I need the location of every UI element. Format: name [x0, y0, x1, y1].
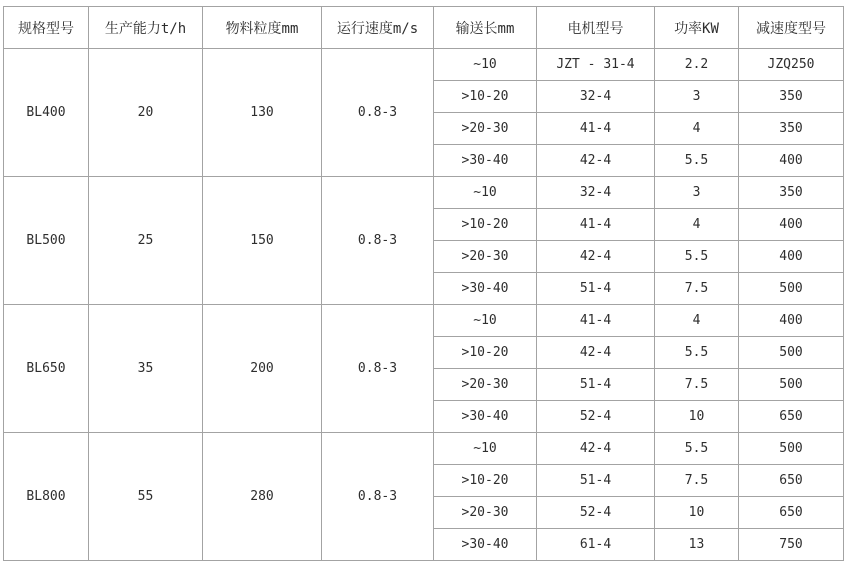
cell-motor: 61-4 — [537, 529, 655, 561]
cell-power: 7.5 — [655, 465, 739, 497]
cell-reducer: 400 — [739, 305, 844, 337]
cell-motor: 51-4 — [537, 369, 655, 401]
cell-speed: 0.8-3 — [322, 305, 434, 433]
cell-model: BL500 — [4, 177, 89, 305]
cell-particle-size: 200 — [203, 305, 322, 433]
cell-length: >30-40 — [434, 145, 537, 177]
cell-reducer: 400 — [739, 209, 844, 241]
cell-reducer: 400 — [739, 145, 844, 177]
table-row — [4, 177, 844, 209]
cell-power: 7.5 — [655, 369, 739, 401]
cell-particle-size: 130 — [203, 49, 322, 177]
table-row — [4, 49, 844, 81]
cell-length: ~10 — [434, 433, 537, 465]
cell-model: BL800 — [4, 433, 89, 561]
cell-length: ~10 — [434, 305, 537, 337]
cell-length: >10-20 — [434, 337, 537, 369]
cell-power: 13 — [655, 529, 739, 561]
cell-power: 3 — [655, 177, 739, 209]
cell-motor: 32-4 — [537, 81, 655, 113]
cell-power: 5.5 — [655, 145, 739, 177]
cell-motor: 42-4 — [537, 337, 655, 369]
spec-table-header — [4, 7, 844, 49]
column-header-motor: 电机型号 — [537, 7, 655, 49]
cell-power: 5.5 — [655, 241, 739, 273]
cell-power: 5.5 — [655, 433, 739, 465]
cell-reducer: JZQ250 — [739, 49, 844, 81]
cell-length: >10-20 — [434, 465, 537, 497]
cell-power: 4 — [655, 209, 739, 241]
cell-particle-size: 150 — [203, 177, 322, 305]
cell-power: 10 — [655, 497, 739, 529]
cell-power: 5.5 — [655, 337, 739, 369]
cell-power: 10 — [655, 401, 739, 433]
cell-length: >10-20 — [434, 209, 537, 241]
cell-reducer: 350 — [739, 113, 844, 145]
cell-model: BL400 — [4, 49, 89, 177]
cell-length: >20-30 — [434, 241, 537, 273]
cell-motor: 51-4 — [537, 273, 655, 305]
cell-reducer: 650 — [739, 465, 844, 497]
cell-reducer: 350 — [739, 177, 844, 209]
cell-speed: 0.8-3 — [322, 49, 434, 177]
cell-reducer: 500 — [739, 273, 844, 305]
table-row — [4, 305, 844, 337]
cell-motor: 42-4 — [537, 145, 655, 177]
cell-length: >20-30 — [434, 113, 537, 145]
cell-reducer: 500 — [739, 433, 844, 465]
cell-capacity: 25 — [89, 177, 203, 305]
cell-reducer: 350 — [739, 81, 844, 113]
column-header-reducer: 减速度型号 — [739, 7, 844, 49]
cell-speed: 0.8-3 — [322, 177, 434, 305]
cell-power: 7.5 — [655, 273, 739, 305]
cell-motor: 32-4 — [537, 177, 655, 209]
cell-capacity: 35 — [89, 305, 203, 433]
cell-length: ~10 — [434, 177, 537, 209]
cell-motor: 51-4 — [537, 465, 655, 497]
cell-motor: 42-4 — [537, 433, 655, 465]
cell-motor: 42-4 — [537, 241, 655, 273]
cell-motor: 41-4 — [537, 113, 655, 145]
spec-table-body — [4, 49, 844, 561]
column-header-model: 规格型号 — [4, 7, 89, 49]
cell-length: >30-40 — [434, 273, 537, 305]
spec-table — [3, 6, 844, 561]
table-row — [4, 433, 844, 465]
cell-model: BL650 — [4, 305, 89, 433]
column-header-length: 输送长mm — [434, 7, 537, 49]
cell-reducer: 500 — [739, 337, 844, 369]
cell-capacity: 55 — [89, 433, 203, 561]
cell-length: >20-30 — [434, 497, 537, 529]
cell-capacity: 20 — [89, 49, 203, 177]
cell-speed: 0.8-3 — [322, 433, 434, 561]
cell-power: 4 — [655, 305, 739, 337]
cell-particle-size: 280 — [203, 433, 322, 561]
cell-power: 3 — [655, 81, 739, 113]
cell-reducer: 500 — [739, 369, 844, 401]
column-header-speed: 运行速度m/s — [322, 7, 434, 49]
cell-reducer: 400 — [739, 241, 844, 273]
cell-reducer: 650 — [739, 401, 844, 433]
cell-length: >20-30 — [434, 369, 537, 401]
cell-reducer: 650 — [739, 497, 844, 529]
cell-length: >10-20 — [434, 81, 537, 113]
column-header-capacity: 生产能力t/h — [89, 7, 203, 49]
cell-motor: JZT - 31-4 — [537, 49, 655, 81]
cell-power: 4 — [655, 113, 739, 145]
header-row — [4, 7, 844, 49]
column-header-particle-size: 物料粒度mm — [203, 7, 322, 49]
cell-power: 2.2 — [655, 49, 739, 81]
column-header-power: 功率KW — [655, 7, 739, 49]
cell-reducer: 750 — [739, 529, 844, 561]
cell-motor: 41-4 — [537, 209, 655, 241]
cell-motor: 41-4 — [537, 305, 655, 337]
cell-motor: 52-4 — [537, 401, 655, 433]
cell-motor: 52-4 — [537, 497, 655, 529]
cell-length: >30-40 — [434, 401, 537, 433]
cell-length: ~10 — [434, 49, 537, 81]
cell-length: >30-40 — [434, 529, 537, 561]
